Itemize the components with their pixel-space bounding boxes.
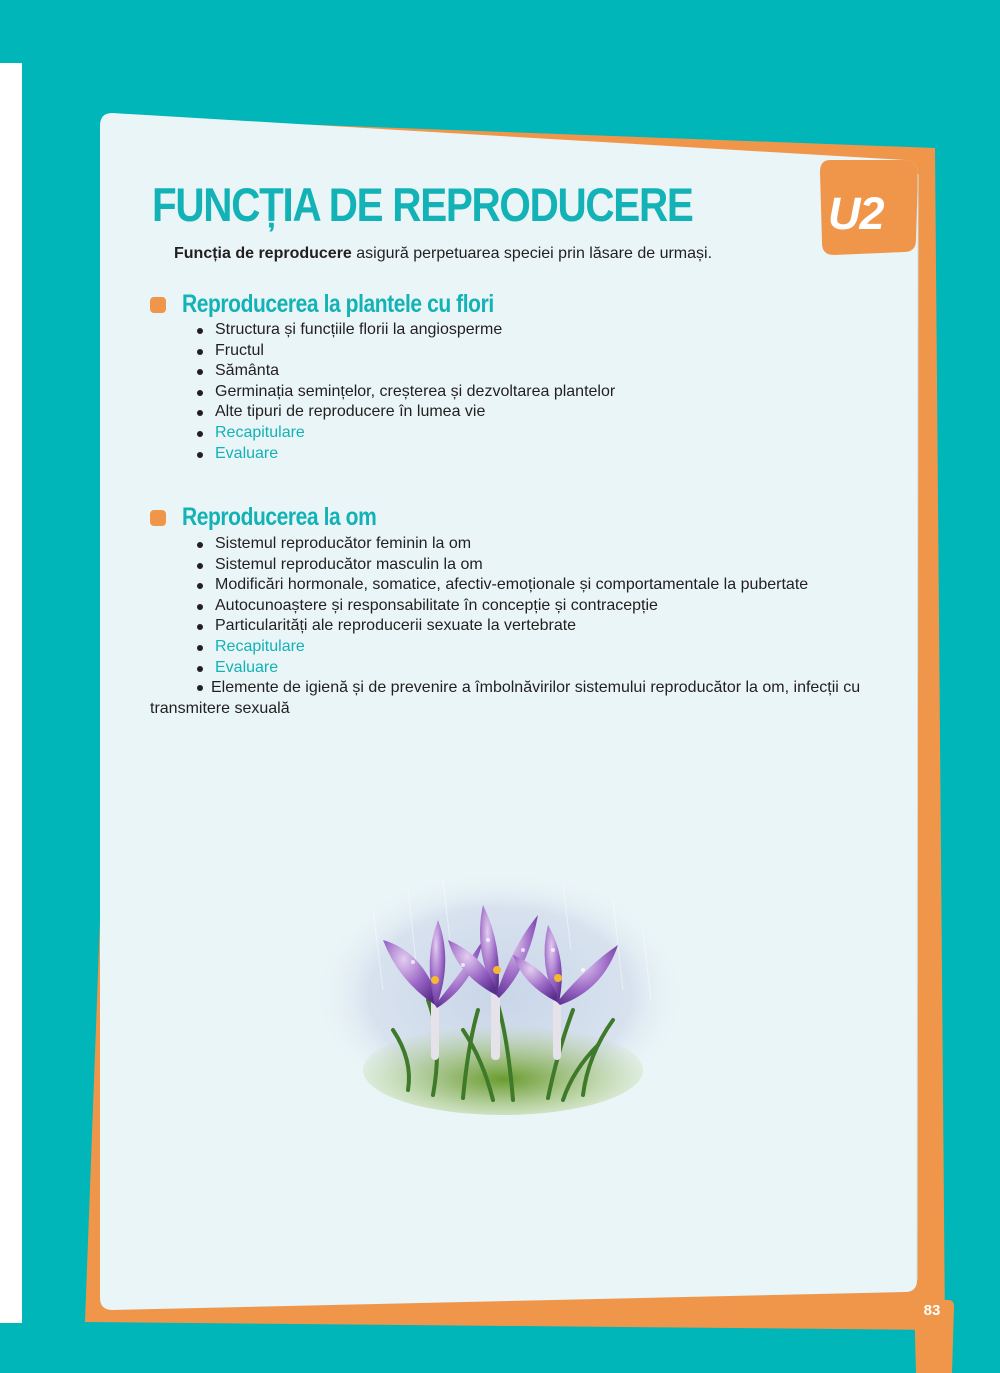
list-item: Sământa (195, 361, 615, 382)
list-item: Alte tipuri de reproducere în lumea vie (195, 402, 615, 423)
list-human (195, 534, 808, 678)
list-item-wrapping (150, 678, 900, 719)
square-bullet-icon (150, 510, 166, 526)
list-item: Autocunoaștere și responsabilitate în concepție și contracepție (195, 596, 808, 617)
list-item-recap-link[interactable]: Recapitulare (195, 637, 808, 658)
list-item: Particularități ale reproducerii sexuate la vertebrate (195, 616, 808, 637)
square-bullet-icon (150, 297, 166, 313)
section-heading-plants (150, 290, 553, 319)
list-item-eval-link[interactable]: Evaluare (195, 658, 808, 679)
bullet-dot-icon (197, 685, 203, 691)
list-item-eval-link[interactable]: Evaluare (195, 444, 615, 465)
list-item: Modificări hormonale, somatice, afectiv-emoționale și comportamentale la pubertate (195, 575, 808, 596)
section-title: Reproducerea la om (182, 503, 377, 531)
page-title: FUNCȚIA DE REPRODUCERE (152, 178, 693, 231)
list-item: Germinația semințelor, creșterea și dezvoltarea plantelor (195, 382, 615, 403)
page-content (100, 115, 915, 1305)
list-plants (195, 320, 615, 464)
list-item: Sistemul reproducător feminin la om (195, 534, 808, 555)
intro-bold: Funcția de reproducere (174, 245, 352, 262)
section-heading-human (150, 503, 413, 532)
list-item-recap-link[interactable]: Recapitulare (195, 423, 615, 444)
intro-rest: asigură perpetuarea speciei prin lăsare de urmași. (351, 245, 713, 262)
list-item: Structura și funcțiile florii la angiosperme (195, 320, 615, 341)
list-item: Fructul (195, 341, 615, 362)
list-item-text: Elemente de igienă și de prevenire a îmbolnăvirilor sistemului reproducător la om, infecții cu transmitere sexuală (150, 679, 861, 717)
crocus-flowers-photo (313, 870, 688, 1120)
unit-badge: U2 (828, 188, 884, 239)
section-title: Reproducerea la plantele cu flori (182, 290, 494, 318)
page-number: 83 (923, 1302, 941, 1319)
intro-paragraph (174, 245, 712, 263)
list-item: Sistemul reproducător masculin la om (195, 555, 808, 576)
